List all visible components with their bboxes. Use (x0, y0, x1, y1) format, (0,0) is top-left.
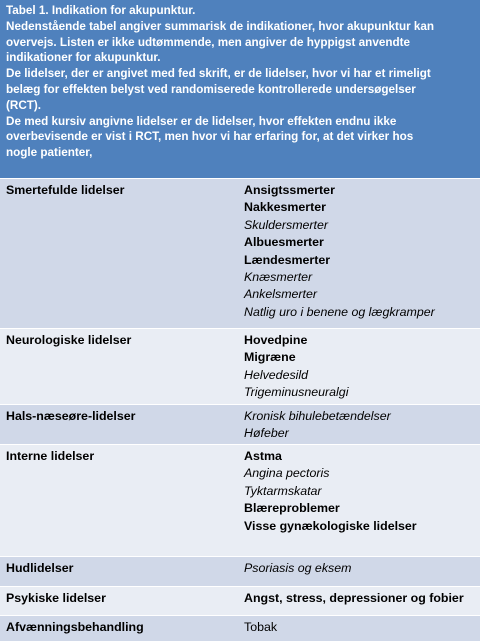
indication-item: Angst, stress, depressioner og fobier (244, 591, 464, 605)
category-label: Smertefulde lidelser (6, 183, 125, 197)
indication-item: Psoriasis og eksem (244, 561, 352, 575)
category-cell (0, 179, 240, 329)
indication-item: Tyktarmskatar (244, 483, 322, 498)
indication-item: Kronisk bihulebetændelser (244, 409, 391, 423)
indication-item: Knæsmerter (244, 269, 313, 284)
indication-item: Visse gynækologiske lidelser (244, 518, 417, 533)
indication-table-body (0, 179, 480, 641)
table-row (0, 179, 480, 329)
table-caption (0, 0, 480, 178)
indication-item: Tobak (244, 620, 278, 634)
indication-item: Hovedpine (244, 333, 308, 347)
table-row (0, 587, 480, 616)
indication-cell (240, 557, 480, 587)
caption-line: overvejs. Listen er ikke udtømmende, men angiver de hyppigst anvendte (6, 35, 410, 49)
table-title: Tabel 1. Indikation for akupunktur. (6, 4, 196, 17)
table-row (0, 445, 480, 557)
category-cell (0, 405, 240, 445)
caption-line: De med kursiv angivne lidelser er de lidelser, hvor effekten endnu ikke (6, 114, 397, 128)
caption-line: Nedenstående tabel angiver summarisk de indikationer, hvor akupunktur kan (6, 19, 435, 33)
category-label: Hals-næseøre-lidelser (6, 409, 136, 423)
indication-item: Albuesmerter (244, 235, 324, 250)
category-label: Interne lidelser (6, 449, 95, 463)
category-cell (0, 329, 240, 405)
table-row (0, 405, 480, 445)
category-label: Psykiske lidelser (6, 591, 106, 605)
caption-line: (RCT). (6, 98, 42, 112)
indication-item: Helvedesild (244, 367, 309, 382)
category-label: Afvænningsbehandling (6, 620, 144, 634)
caption-line: overbevisende er vist i RCT, men hvor vi har erfaring for, at det virker hos (6, 130, 414, 144)
table-row (0, 329, 480, 405)
indication-item: Nakkesmerter (244, 200, 326, 215)
category-cell (0, 445, 240, 557)
category-label: Hudlidelser (6, 561, 74, 575)
indication-item: Migræne (244, 350, 296, 365)
indication-item: Astma (244, 449, 282, 463)
category-cell (0, 557, 240, 587)
indication-cell (240, 405, 480, 445)
caption-line: indikationer for akupunktur. (6, 51, 161, 65)
indication-table (0, 178, 480, 641)
indication-item: Lændesmerter (244, 252, 331, 267)
caption-line: De lidelser, der er angivet med fed skrift, er de lidelser, hvor vi har et rimeligt (6, 67, 431, 81)
caption-line: belæg for effekten belyst ved randomiserede kontrollerede undersøgelser (6, 82, 416, 96)
indication-item: Blæreproblemer (244, 501, 340, 516)
indication-item: Høfeber (244, 426, 289, 441)
table-row (0, 557, 480, 587)
indication-item: Natlig uro i benene og lægkramper (244, 304, 435, 319)
indication-item: Ankelsmerter (244, 287, 317, 302)
indication-item: Skuldersmerter (244, 217, 329, 232)
indication-item: Angina pectoris (244, 466, 330, 481)
category-cell (0, 616, 240, 641)
indication-item: Trigeminusneuralgi (244, 385, 349, 400)
indication-item: Ansigtssmerter (244, 183, 335, 197)
caption-line: nogle patienter, (6, 146, 93, 160)
category-label: Neurologiske lidelser (6, 333, 132, 347)
table-row (0, 616, 480, 641)
indication-cell (240, 616, 480, 641)
indication-cell (240, 587, 480, 616)
indication-cell (240, 445, 480, 557)
indication-cell (240, 179, 480, 329)
indication-cell (240, 329, 480, 405)
category-cell (0, 587, 240, 616)
